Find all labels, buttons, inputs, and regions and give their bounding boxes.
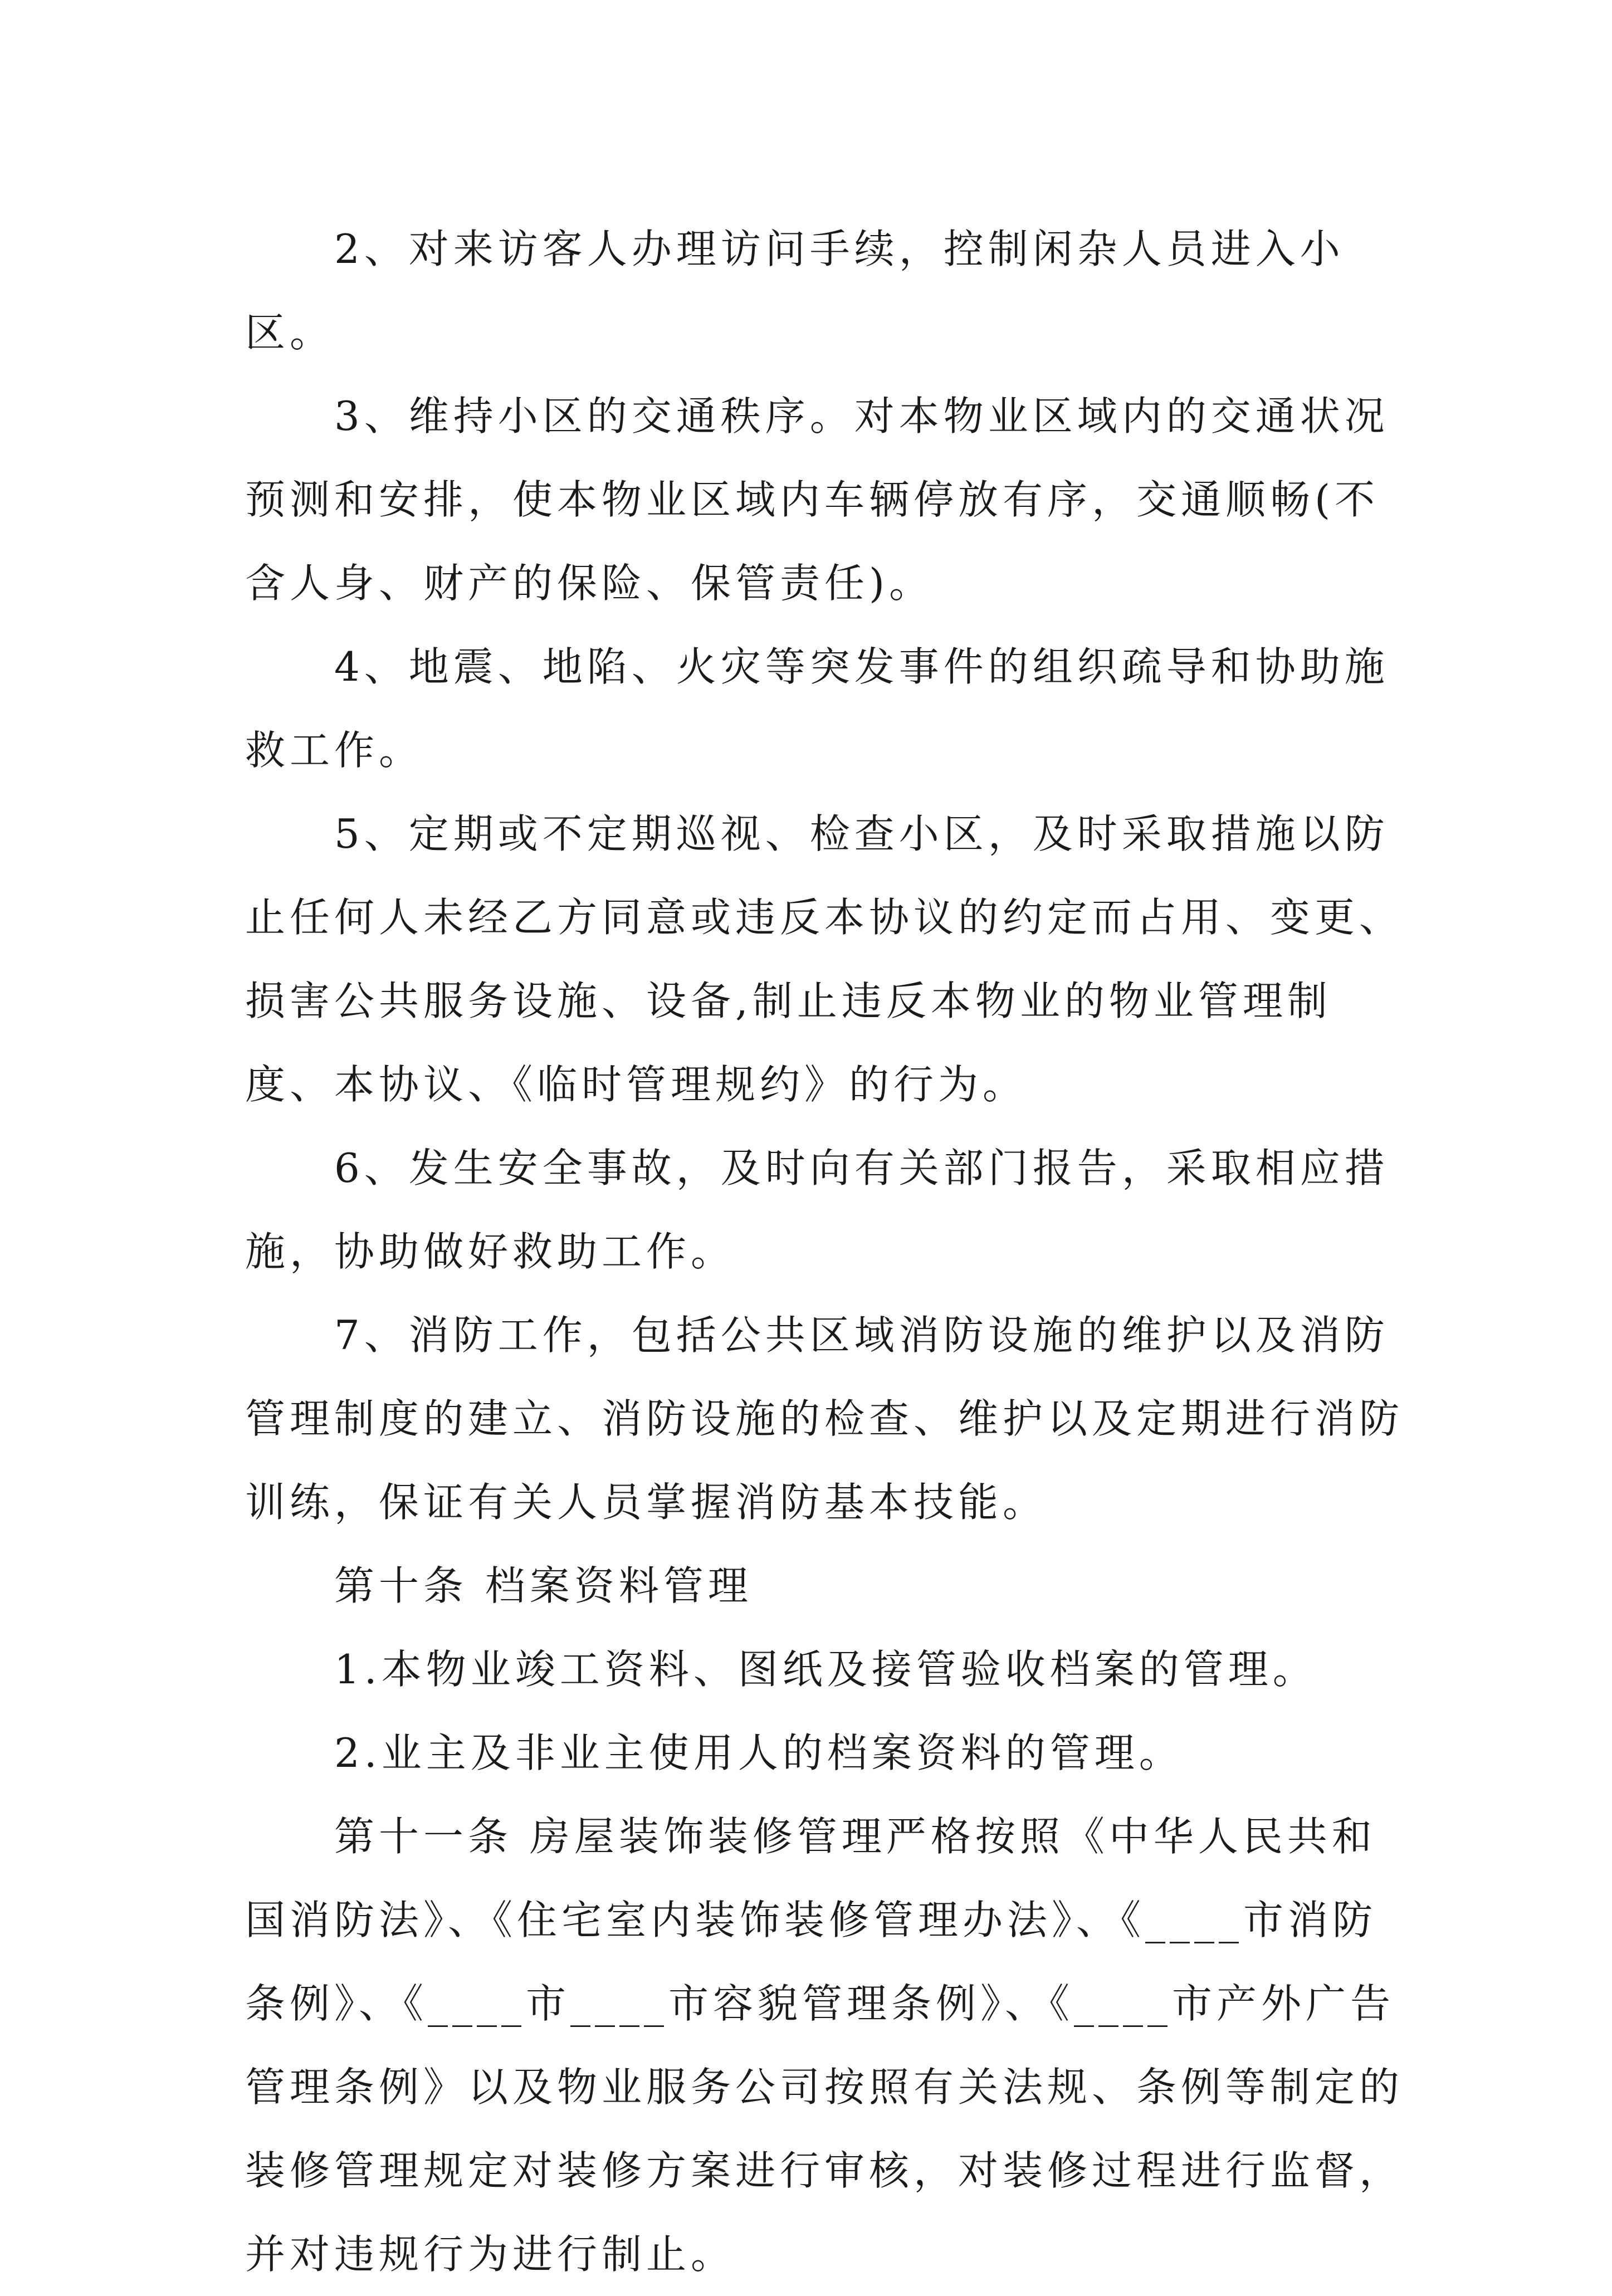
section-heading-article-10: 第十条 档案资料管理 [334,1562,753,1609]
document-body [245,207,1415,2296]
paragraph-completion-archives: 1.本物业竣工资料、图纸及接管验收档案的管理。 [334,1646,1317,1693]
paragraph-emergency-response: 4、地震、地陷、火灾等突发事件的组织疏导和协助施救工作。 [245,643,1389,774]
paragraph-article-11-renovation: 第十一条 房屋装饰装修管理严格按照《中华人民共和国消防法》、《住宅室内装饰装修管理办法》、《____市消防条例》、《____市____市容貌管理条例》、《____市产外广告管理条例》以及物业服务公司按照有关法规、条例等制定的装修管理规定对装修方案进行审核，对装修过程进行监督，并对违规行为进行制止。 [245,1813,1404,2278]
paragraph-safety-accident: 6、发生安全事故，及时向有关部门报告，采取相应措施，协助做好救助工作。 [245,1145,1389,1275]
paragraph-owner-archives: 2.业主及非业主使用人的档案资料的管理。 [334,1730,1184,1776]
paragraph-traffic-order: 3、维持小区的交通秩序。对本物业区域内的交通状况预测和安排，使本物业区域内车辆停放有序，交通顺畅(不含人身、财产的保险、保管责任)。 [245,393,1389,607]
paragraph-fire-protection: 7、消防工作，包括公共区域消防设施的维护以及消防管理制度的建立、消防设施的检查、维护以及定期进行消防训练，保证有关人员掌握消防基本技能。 [245,1312,1404,1526]
paragraph-visitor-procedures: 2、对来访客人办理访问手续，控制闲杂人员进入小区。 [245,226,1345,356]
paragraph-patrol-inspection: 5、定期或不定期巡视、检查小区，及时采取措施以防止任何人未经乙方同意或违反本协议的约定而占用、变更、损害公共服务设施、设备,制止违反本物业的物业管理制度、本协议、《临时管理规约》的行为。 [245,810,1404,1108]
